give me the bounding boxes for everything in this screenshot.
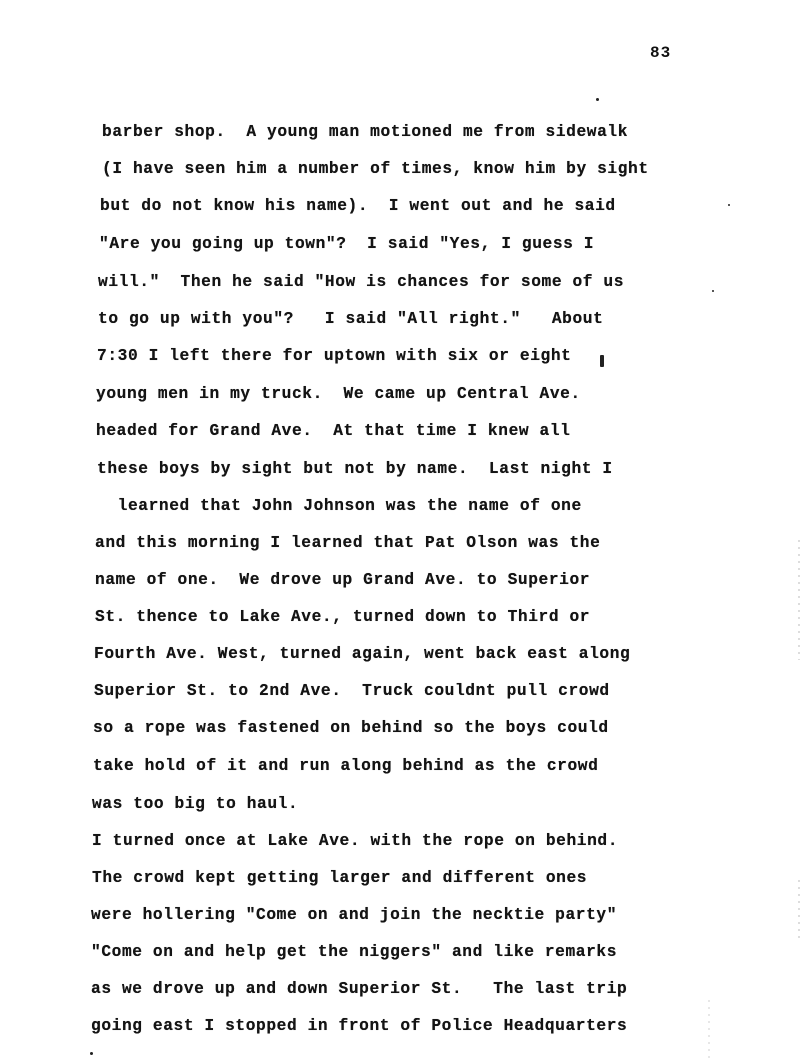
text-line: will." Then he said "How is chances for some of us: [98, 273, 625, 291]
scan-speck: [712, 290, 714, 292]
text-line: learned that John Johnson was the name of one: [97, 497, 582, 515]
text-line: "Come on and help get the niggers" and like remarks: [91, 943, 618, 961]
page-number: 83: [650, 44, 672, 62]
text-line: these boys by sight but not by name. Last night I: [97, 460, 613, 478]
text-line: Superior St. to 2nd Ave. Truck couldnt pull crowd: [94, 682, 610, 700]
text-line: 7:30 I left there for uptown with six or eight: [97, 347, 572, 365]
text-line: name of one. We drove up Grand Ave. to Superior: [95, 571, 591, 589]
text-line: were hollering "Come on and join the necktie party": [91, 906, 618, 924]
scan-speck: [600, 355, 604, 367]
text-line: (I have seen him a number of times, know him by sight: [102, 160, 649, 178]
text-line: was too big to haul.: [92, 795, 299, 813]
scan-speck: [728, 204, 730, 206]
text-line: take hold of it and run along behind as the crowd: [93, 757, 599, 775]
text-line: headed for Grand Ave. At that time I knew all: [96, 422, 571, 440]
text-line: as we drove up and down Superior St. The last trip: [91, 980, 628, 998]
text-line: and this morning I learned that Pat Olson was the: [95, 534, 601, 552]
text-line: St. thence to Lake Ave., turned down to Third or: [95, 608, 591, 626]
text-line: "Are you going up town"? I said "Yes, I guess I: [99, 235, 595, 253]
scan-speck: [596, 98, 599, 101]
text-line: I turned once at Lake Ave. with the rope on behind.: [92, 832, 619, 850]
text-line: young men in my truck. We came up Central Ave.: [96, 385, 581, 403]
text-line: The crowd kept getting larger and different ones: [92, 869, 588, 887]
text-line: so a rope was fastened on behind so the boys could: [93, 719, 609, 737]
text-line: going east I stopped in front of Police Headquarters: [91, 1017, 628, 1035]
scan-speck: [90, 1052, 93, 1055]
scan-edge-noise: [708, 1000, 710, 1062]
text-line: barber shop. A young man motioned me from sidewalk: [102, 123, 629, 141]
text-line: Fourth Ave. West, turned again, went back east along: [94, 645, 631, 663]
text-line: but do not know his name). I went out and he said: [100, 197, 616, 215]
text-line: to go up with you"? I said "All right." About: [98, 310, 604, 328]
